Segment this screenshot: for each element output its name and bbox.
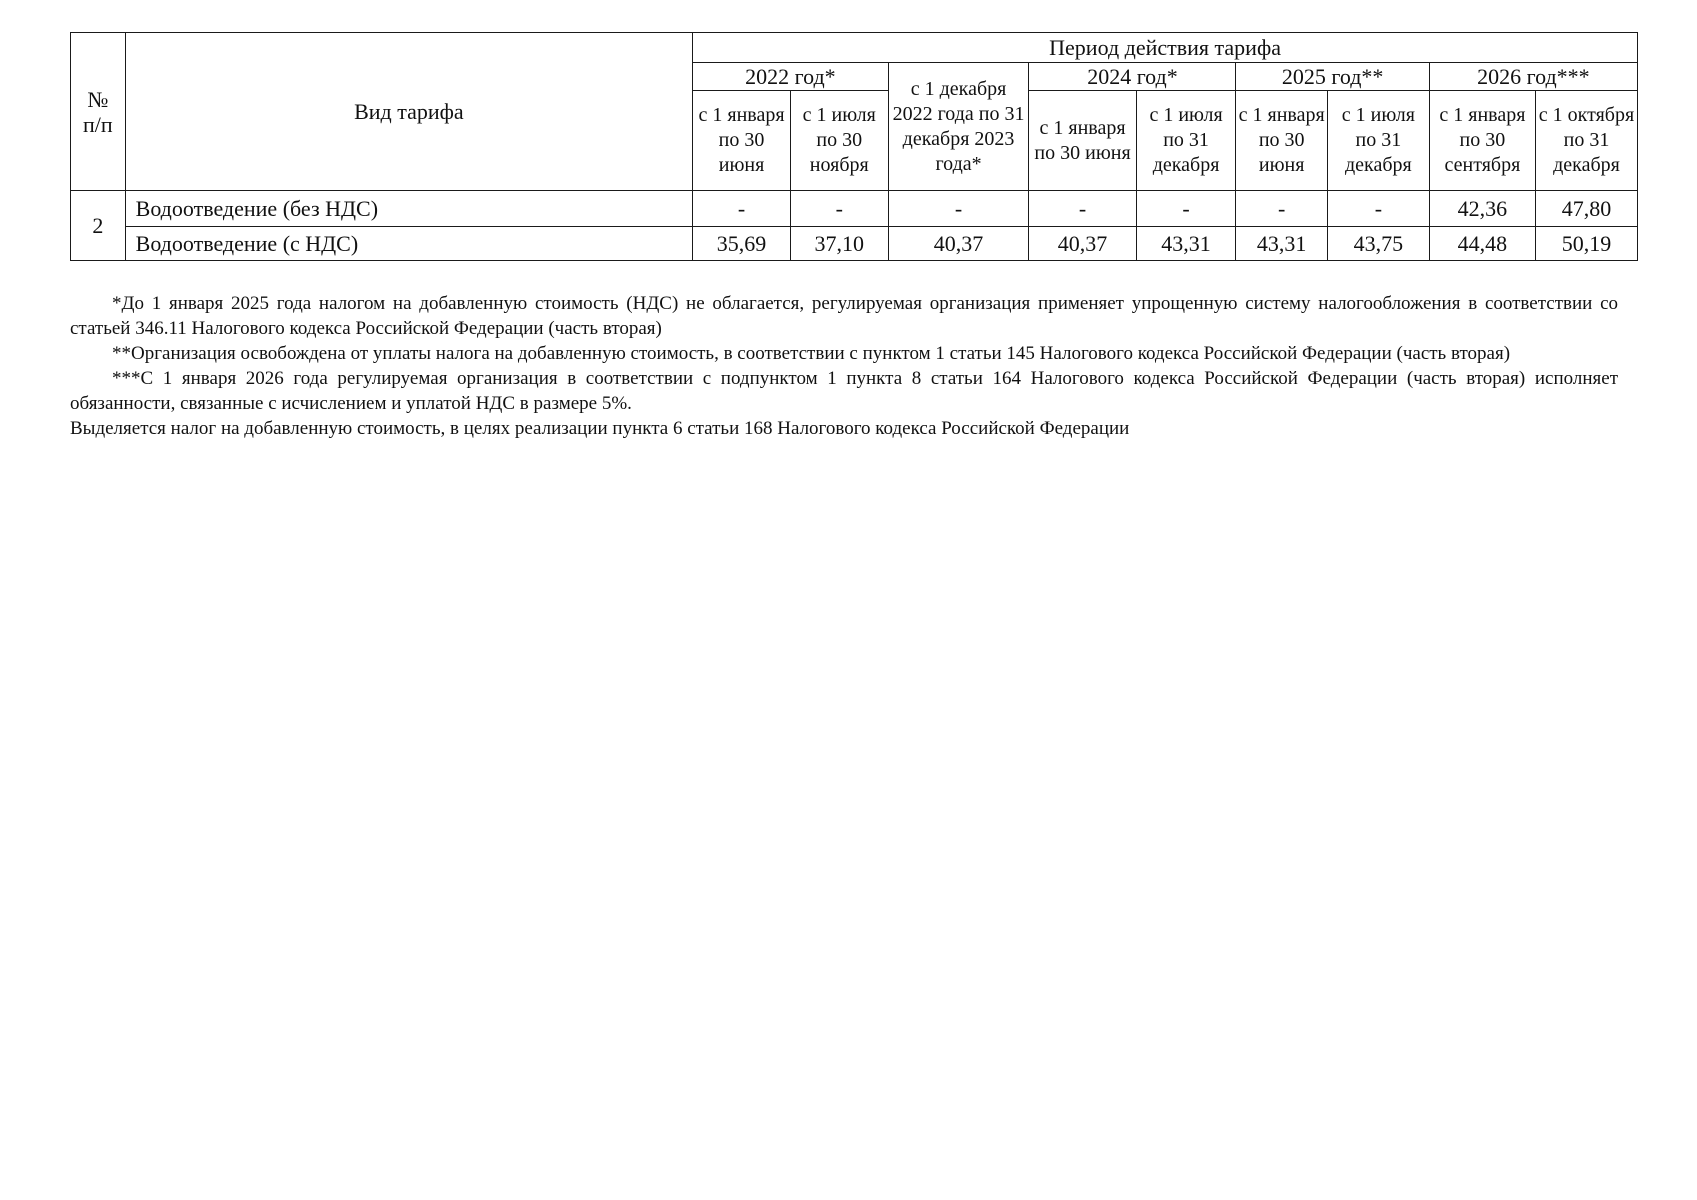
tariff-table (70, 32, 1638, 261)
table-row (71, 227, 1638, 261)
value-cell: 43,31 (1136, 227, 1236, 261)
value-cell: - (1136, 191, 1236, 227)
value-cell: - (1029, 191, 1136, 227)
group-header-2022: 2022 год* (693, 63, 888, 91)
row-label-cell: Водоотведение (с НДС) (125, 227, 693, 261)
value-cell: - (693, 191, 791, 227)
column-header-number: № п/п (71, 33, 126, 191)
column-header-tariff-type: Вид тарифа (125, 33, 693, 191)
tariff-document (70, 32, 1638, 441)
value-cell: 43,31 (1236, 227, 1327, 261)
subperiod-header: с 1 октября по 31 декабря (1535, 91, 1637, 191)
value-cell: 42,36 (1429, 191, 1535, 227)
group-header-2026: 2026 год*** (1429, 63, 1637, 91)
value-cell: 35,69 (693, 227, 791, 261)
value-cell: - (1327, 191, 1429, 227)
value-cell: - (1236, 191, 1327, 227)
subperiod-header: с 1 января по 30 июня (1236, 91, 1327, 191)
value-cell: 40,37 (1029, 227, 1136, 261)
footnotes (70, 291, 1618, 441)
value-cell: 37,10 (790, 227, 888, 261)
subperiod-header: с 1 июля по 31 декабря (1327, 91, 1429, 191)
vat-note: Выделяется налог на добавленную стоимость, в целях реализации пункта 6 статьи 168 Налогового кодекса Российской Федерации (70, 418, 1130, 439)
value-cell: 44,48 (1429, 227, 1535, 261)
header-row-1 (71, 33, 1638, 63)
footnote-3: ***С 1 января 2026 года регулируемая организация в соответствии с подпунктом 1 пункта 8 статьи 164 Налогового кодекса Российской Федерации (часть вторая) исполняет обязанности, связанные с исчислением и уплатой НДС в размере 5%. (70, 368, 1618, 414)
value-cell: 43,75 (1327, 227, 1429, 261)
table-row (71, 191, 1638, 227)
value-cell: 47,80 (1535, 191, 1637, 227)
subperiod-header: с 1 января по 30 июня (693, 91, 791, 191)
subperiod-header: с 1 января по 30 июня (1029, 91, 1136, 191)
subperiod-header: с 1 июля по 30 ноября (790, 91, 888, 191)
value-cell: - (790, 191, 888, 227)
value-cell: - (888, 191, 1029, 227)
group-header-2025: 2025 год** (1236, 63, 1429, 91)
column-header-period: Период действия тарифа (693, 33, 1638, 63)
group-header-dec2022-dec2023: с 1 декабря 2022 года по 31 декабря 2023 года* (888, 63, 1029, 191)
subperiod-header: с 1 июля по 31 декабря (1136, 91, 1236, 191)
footnote-1: *До 1 января 2025 года налогом на добавленную стоимость (НДС) не облагается, регулируемая организация применяет упрощенную систему налогообложения в соответствии со статьей 346.11 Налогового кодекса Российской Федерации (часть вторая) (70, 293, 1618, 339)
group-header-2024: 2024 год* (1029, 63, 1236, 91)
row-label-cell: Водоотведение (без НДС) (125, 191, 693, 227)
footnote-2: **Организация освобождена от уплаты налога на добавленную стоимость, в соответствии с пунктом 1 статьи 145 Налогового кодекса Российской Федерации (часть вторая) (112, 343, 1511, 364)
subperiod-header: с 1 января по 30 сентября (1429, 91, 1535, 191)
row-number-cell: 2 (71, 191, 126, 261)
value-cell: 50,19 (1535, 227, 1637, 261)
value-cell: 40,37 (888, 227, 1029, 261)
